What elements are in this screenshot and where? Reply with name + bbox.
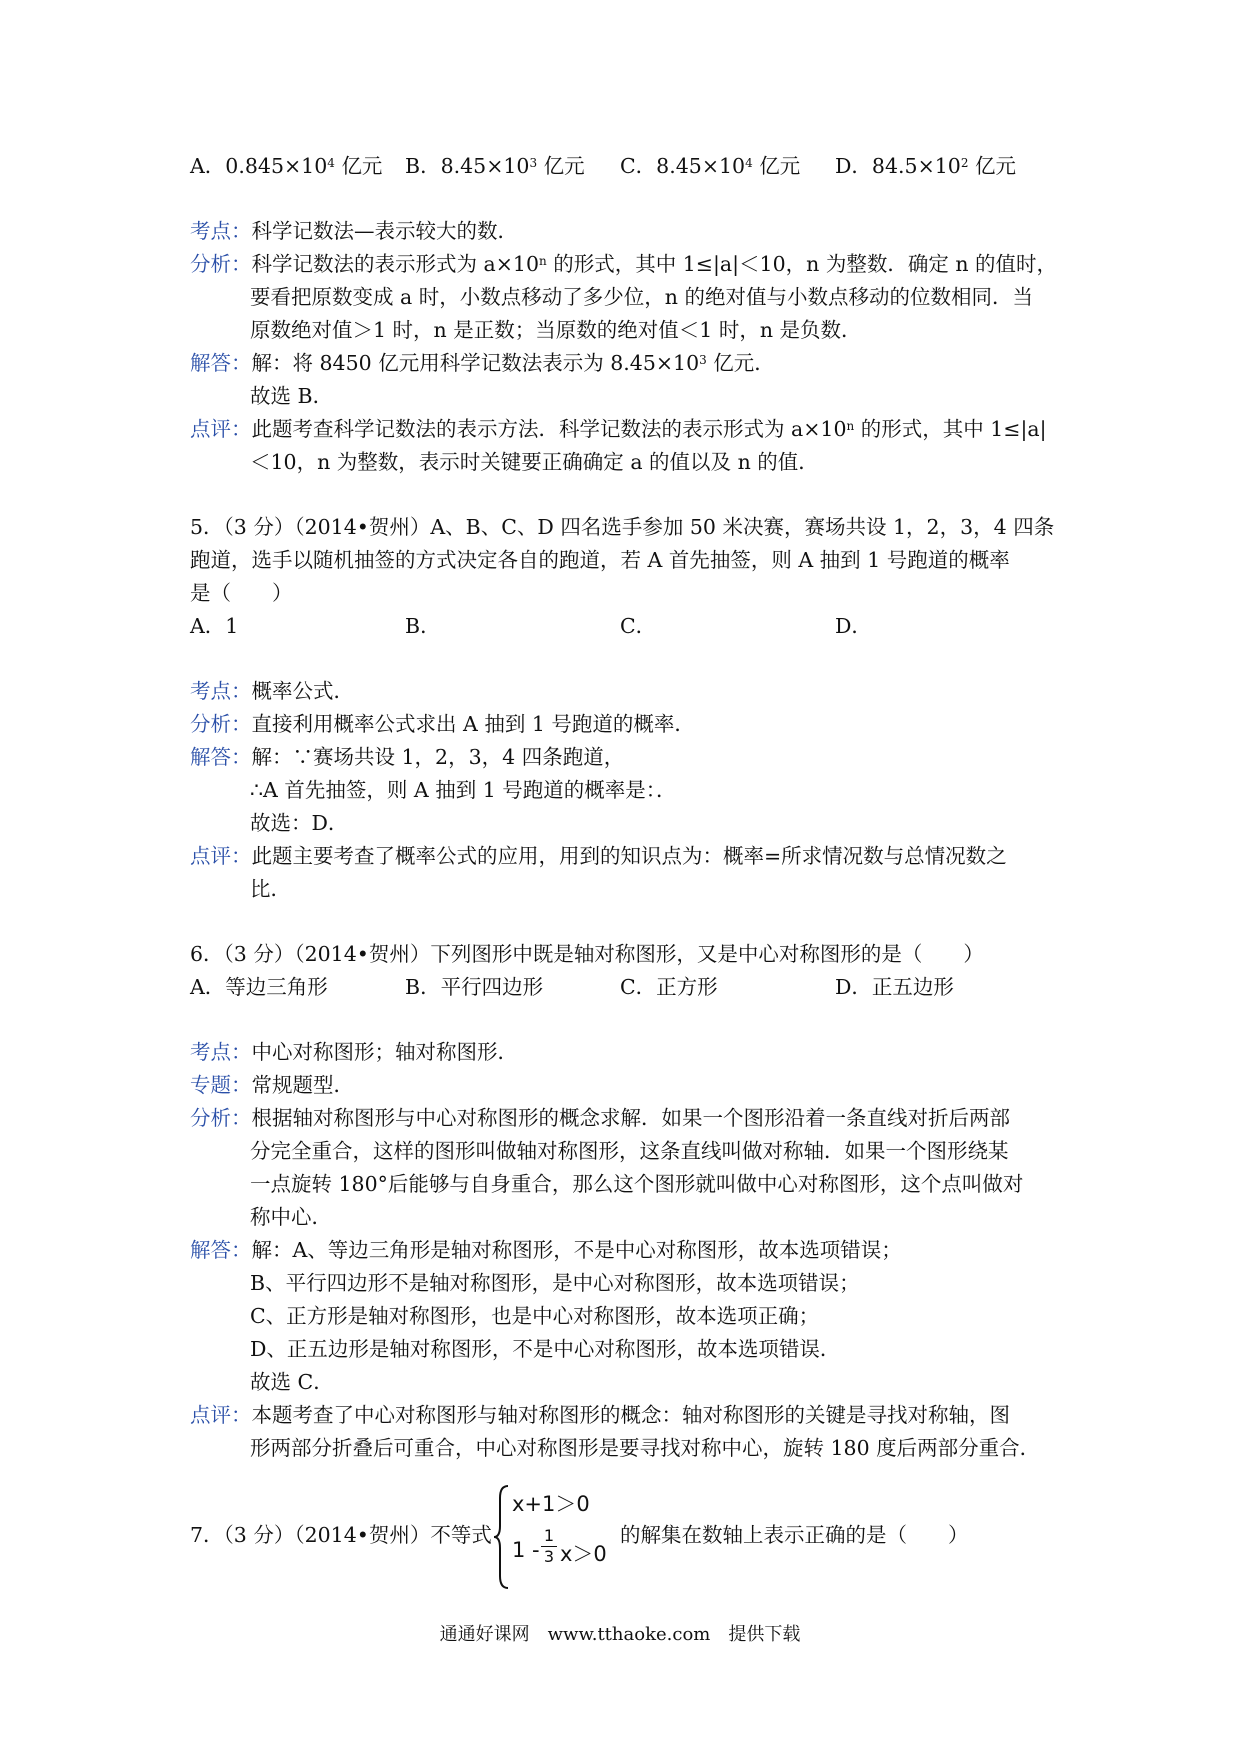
q4-fenxi-3: 原数绝对值＞1 时，n 是正数；当原数的绝对值＜1 时，n 是负数． — [250, 318, 862, 342]
q6-option-d: D．正五边形 — [835, 975, 954, 999]
q6-jieda-5: 故选 C． — [250, 1370, 334, 1394]
q4-kaodian: 考点：科学记数法—表示较大的数． — [190, 219, 518, 243]
q7-stem-before: 7．（3 分）（2014•贺州）不等式 — [190, 1523, 492, 1547]
q6-jieda-2: B、平行四边形不是轴对称图形，是中心对称图形，故本选项错误； — [250, 1271, 860, 1295]
q4-jieda-2: 故选 B． — [250, 384, 334, 408]
fraction-one-third — [541, 1526, 557, 1567]
q5-dianping-2: 比． — [250, 877, 291, 901]
q6-dianping-2: 形两部分折叠后可重合，中心对称图形是要寻找对称中心，旋转 180 度后两部分重合． — [250, 1436, 1041, 1460]
q6-fenxi-2: 分完全重合，这样的图形叫做轴对称图形，这条直线叫做对称轴．如果一个图形绕某 — [250, 1139, 1009, 1163]
q6-dianping-1: 点评：本题考查了中心对称图形与轴对称图形的概念：轴对称图形的关键是寻找对称轴，图 — [190, 1403, 1010, 1427]
q4-jieda-1: 解答：解：将 8450 亿元用科学记数法表示为 $8.45\times 10^3$ 亿元． — [190, 351, 775, 375]
q6-jieda-3: C、正方形是轴对称图形，也是中心对称图形，故本选项正确； — [250, 1304, 820, 1328]
q5-fenxi: 分析：直接利用概率公式求出 A 抽到 1 号跑道的概率． — [190, 712, 695, 736]
q6-option-a: A．等边三角形 — [190, 975, 328, 999]
q4-option-c: C．$8.45\times 10^4$ 亿元 — [620, 154, 801, 178]
q5-stem-3: 是（ ） — [190, 581, 293, 605]
q6-option-c: C．正方形 — [620, 975, 718, 999]
q5-kaodian: 考点：概率公式． — [190, 679, 354, 703]
q5-stem-2: 跑道，选手以随机抽签的方式决定各自的跑道，若 A 首先抽签，则 A 抽到 1 号跑道的概率 — [190, 548, 1010, 572]
q6-kaodian: 考点：中心对称图形；轴对称图形． — [190, 1040, 518, 1064]
q4-fenxi-2: 要看把原数变成 a 时，小数点移动了多少位，n 的绝对值与小数点移动的位数相同．当 — [250, 285, 1033, 309]
q6-stem: 6．（3 分）（2014•贺州）下列图形中既是轴对称图形，又是中心对称图形的是（ ） — [190, 942, 984, 966]
q4-fenxi-1: 分析：科学记数法的表示形式为 $a\times 10^n$ 的形式，其中 1≤|a|＜10，n 为整数．确定 n 的值时， — [190, 252, 1058, 276]
q5-option-d: D． — [835, 614, 872, 638]
q6-jieda-4: D、正五边形是轴对称图形，不是中心对称图形，故本选项错误． — [250, 1337, 841, 1361]
q5-option-b: B． — [405, 614, 441, 638]
q5-option-a: A．1 — [190, 614, 239, 638]
q5-stem-1: 5．（3 分）（2014•贺州）A、B、C、D 四名选手参加 50 米决赛，赛场共设 1，2，3，4 四条 — [190, 515, 1055, 539]
q4-option-b: B．$8.45\times 10^3$ 亿元 — [405, 154, 585, 178]
q6-zhuanti: 专题：常规题型． — [190, 1073, 354, 1097]
q5-jieda-2: ∴A 首先抽签，则 A 抽到 1 号跑道的概率是：． — [250, 778, 677, 802]
q6-option-b: B．平行四边形 — [405, 975, 544, 999]
inequality-2-prefix: 1 - — [512, 1538, 540, 1562]
fraction-numerator: 1 — [543, 1526, 555, 1545]
left-brace-icon — [492, 1482, 512, 1592]
q4-dianping-1: 点评：此题考查科学记数法的表示方法．科学记数法的表示形式为 $a\times 10^n$ 的形式，其中 1≤|a| — [190, 417, 1047, 441]
q6-fenxi-4: 称中心． — [250, 1205, 332, 1229]
inequality-1: x+1＞0 — [512, 1492, 590, 1516]
q6-jieda-1: 解答：解：A、等边三角形是轴对称图形，不是中心对称图形，故本选项错误； — [190, 1238, 902, 1262]
q5-option-c: C． — [620, 614, 657, 638]
fraction-denominator: 3 — [543, 1547, 555, 1566]
q4-dianping-2: ＜10，n 为整数，表示时关键要正确确定 a 的值以及 n 的值． — [250, 450, 819, 474]
q4-option-a: A．$0.845\times 10^4$ 亿元 — [190, 154, 383, 178]
q5-jieda-3: 故选：D． — [250, 811, 349, 835]
inequality-2-suffix: x＞0 — [560, 1542, 607, 1566]
footer-credit: 通通好课网 www.tthaoke.com 提供下载 — [439, 1624, 801, 1645]
q4-option-d: D．$84.5\times 10^2$ 亿元 — [835, 154, 1017, 178]
q5-dianping-1: 点评：此题主要考查了概率公式的应用，用到的知识点为：概率=所求情况数与总情况数之 — [190, 844, 1007, 868]
q6-fenxi-1: 分析：根据轴对称图形与中心对称图形的概念求解．如果一个图形沿着一条直线对折后两部 — [190, 1106, 1010, 1130]
inequality-system — [492, 1482, 616, 1592]
q7-stem-after: 的解集在数轴上表示正确的是（ ） — [620, 1523, 969, 1547]
q5-jieda-1: 解答：解：∵赛场共设 1，2，3，4 四条跑道， — [190, 745, 625, 769]
q6-fenxi-3: 一点旋转 180°后能够与自身重合，那么这个图形就叫做中心对称图形，这个点叫做对 — [250, 1172, 1024, 1196]
